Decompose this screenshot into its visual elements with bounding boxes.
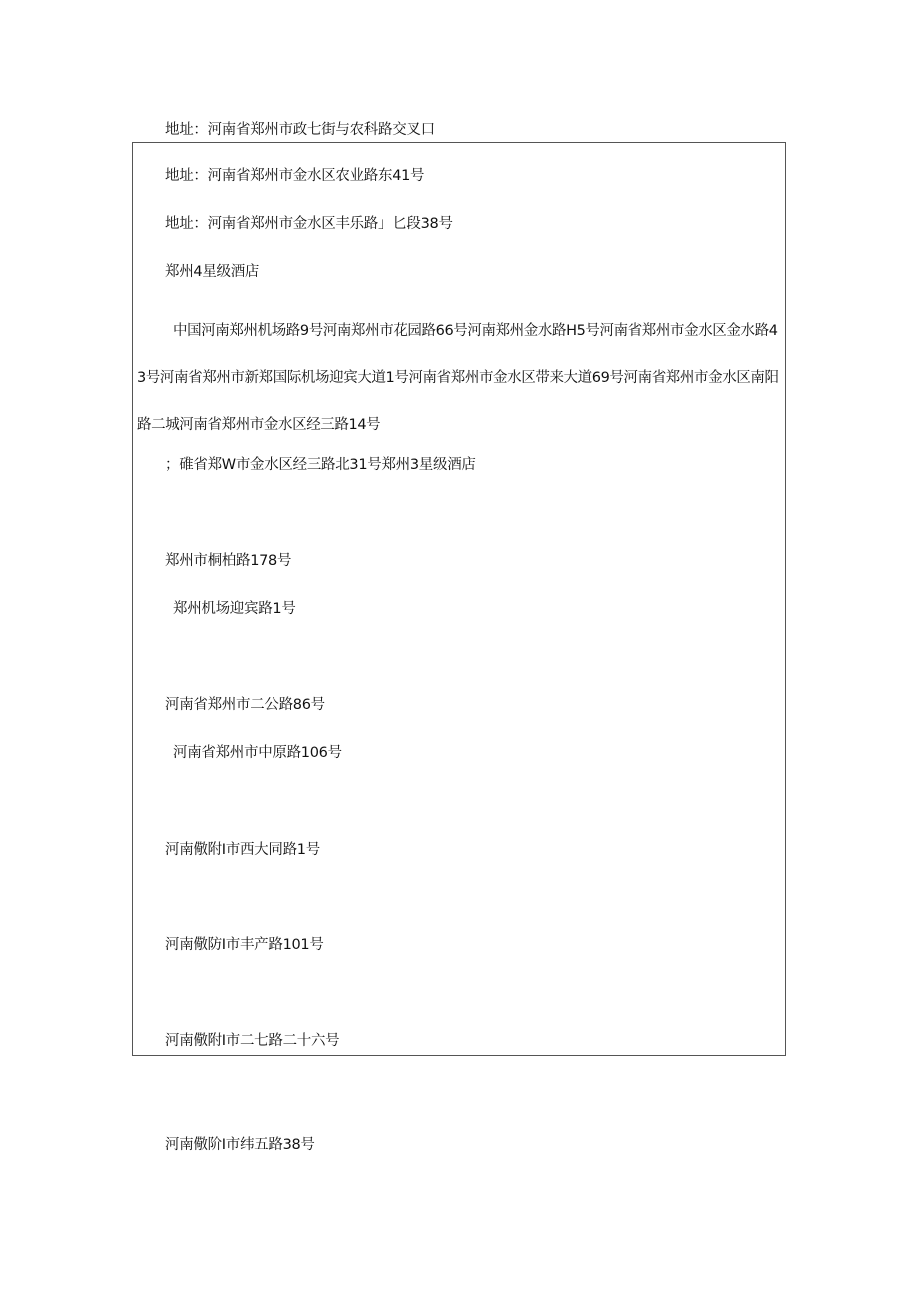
line-3star-hotels: ；碓省郑W市金水区经三路北31号郑州3星级酒店 (165, 457, 476, 473)
address-ergong-road: 河南省郑州市二公路86号 (165, 697, 325, 713)
address-airport-yingbin: 郑州机场迎宾路1号 (173, 601, 296, 617)
address-line-2: 地址：河南省郑州市金水区丰乐路」匕段38号 (165, 216, 453, 232)
hotel-address-paragraph: 中国河南郑州机场路9号河南郑州市花园路66号河南郑州金水路H5号河南省郑州市金水区金水路43号河南省郑州市新郑国际机场迎宾大道1号河南省郑州市金水区带来大道69号河南省郑州市金水区南阳路二城河南省郑州市金水区经三路14号 (137, 323, 779, 433)
heading-4star-hotels: 郑州4星级酒店 (165, 264, 260, 280)
footer-address-line: 河南儆阶I市纬五路38号 (165, 1137, 315, 1153)
address-xidatong-road: 河南儆附I市西大同路1号 (165, 842, 320, 858)
address-zhongyuan-road: 河南省郑州市中原路106号 (173, 745, 342, 761)
address-tongbai-road: 郑州市桐柏路178号 (165, 553, 292, 569)
address-fengchan-road: 河南儆防I市丰产路101号 (165, 937, 324, 953)
address-erqi-road: 河南儆附I市二七路二十六号 (165, 1033, 340, 1049)
address-line-1: 地址：河南省郑州市金水区农业路东41号 (165, 168, 425, 184)
header-address-line: 地址：河南省郑州市政七街与农科路交叉口 (165, 122, 435, 138)
